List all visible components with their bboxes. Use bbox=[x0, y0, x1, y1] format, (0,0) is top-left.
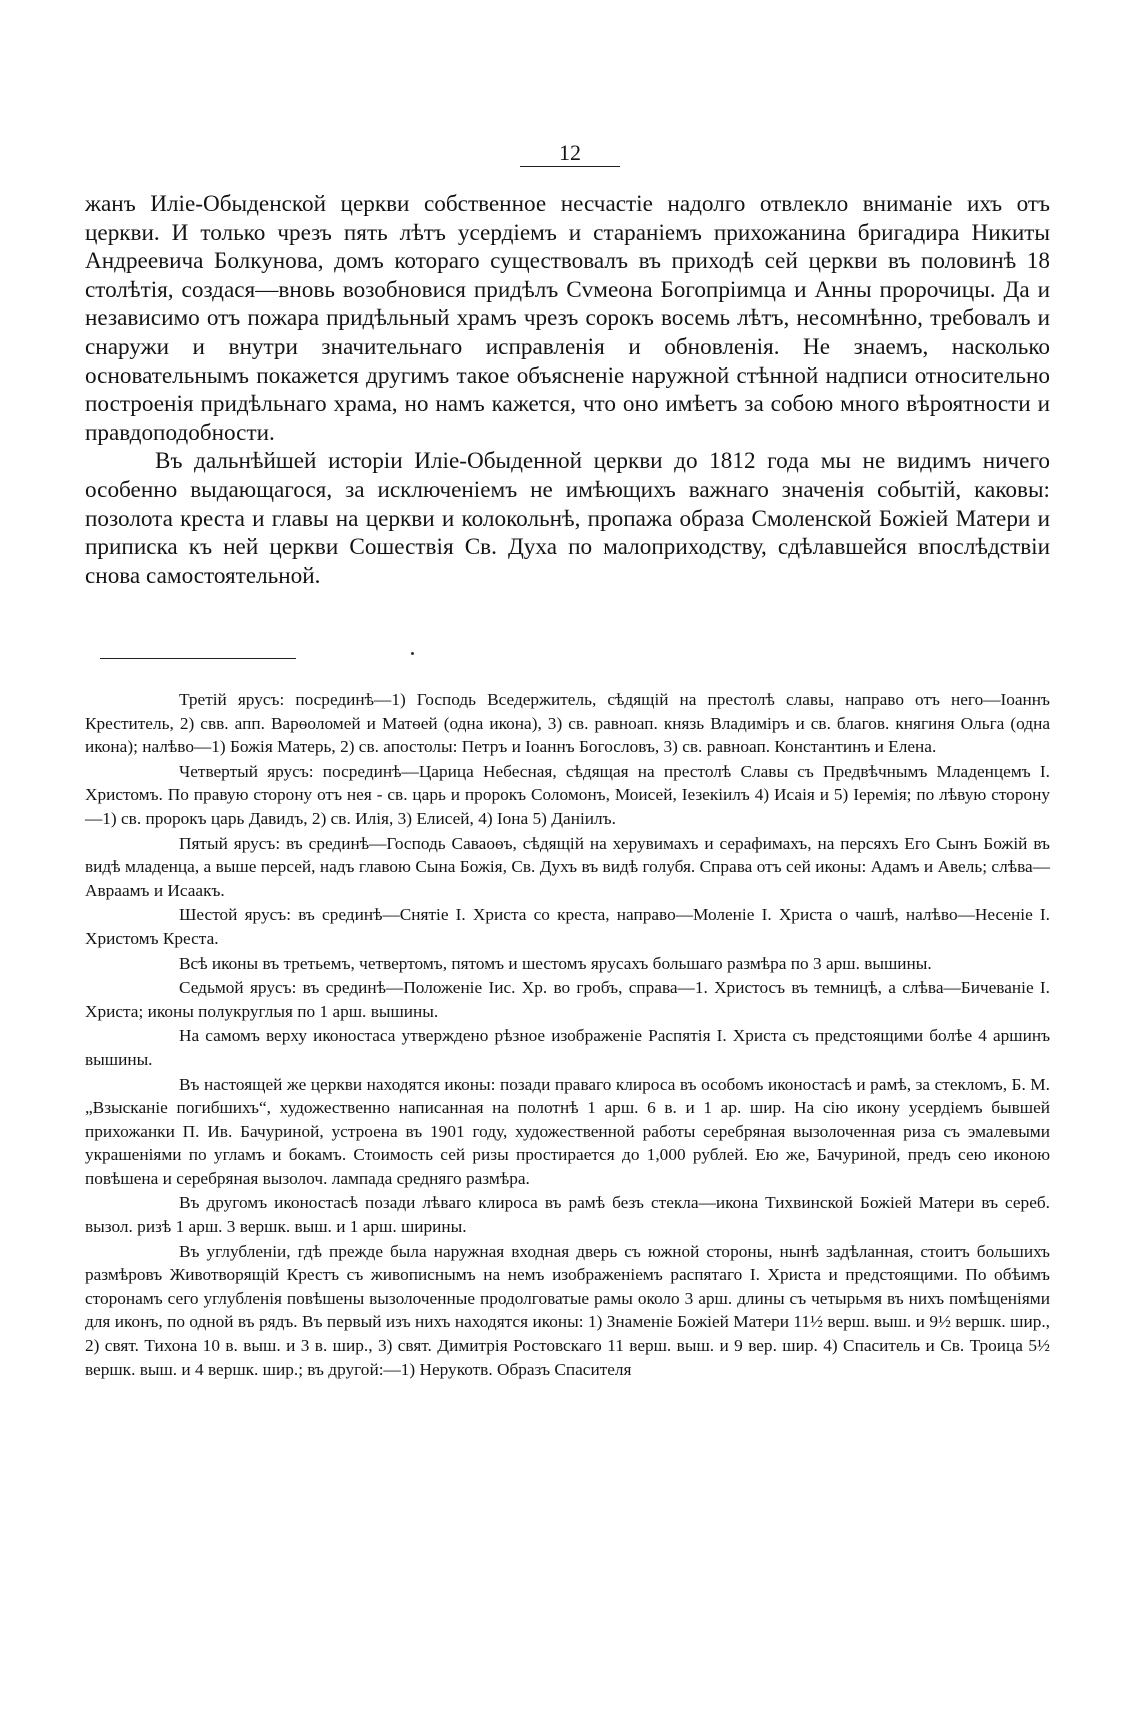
main-text bbox=[85, 190, 1050, 590]
page-number: 12 bbox=[559, 140, 581, 165]
main-paragraph-1: жанъ Иліе-Обыденской церкви собственное несчастіе надолго отвлекло вниманіе ихъ отъ церкви. И только чрезъ пять лѣтъ усердіемъ и стараніемъ прихожанина бригадира Никиты Андреевича Болкунова, домъ котораго существовалъ въ приходѣ сей церкви въ половинѣ 18 столѣтія, создася—вновь возобновися придѣлъ Сvмеона Богопріимца и Анны пророчицы. Да и независимо отъ пожара придѣльный храмъ чрезъ сорокъ восемь лѣтъ, несомнѣнно, требовалъ и снаружи и внутри значительнаго исправленія и обновленія. Не знаемъ, насколько основательнымъ покажется другимъ такое объясненіе наружной стѣнной надписи относительно построенія придѣльнаго храма, но намъ кажется, что оно имѣетъ за собою много вѣроятности и правдоподобности. bbox=[85, 191, 1050, 446]
footnotes bbox=[85, 688, 1050, 1382]
printing-speck bbox=[411, 652, 414, 655]
footnote-tier-4: Четвертый ярусъ: посрединѣ—Царица Небесная, сѣдящая на престолѣ Славы съ Предвѣчнымъ Младенцемъ І. Христомъ. По правую сторону отъ нея - св. царь и пророкъ Соломонъ, Моисей, Іезекіилъ 4) Исаія и 5) Іеремія; по лѣвую сторону—1) св. пророкъ царь Давидъ, 2) св. Илія, 3) Елисей, 4) Іона 5) Даніилъ. bbox=[85, 761, 1050, 828]
footnote-tier-6: Шестой ярусъ: въ срединѣ—Снятіе І. Христа со креста, направо—Моленіе І. Христа о чашѣ, налѣво—Несеніе І. Христомъ Креста. bbox=[85, 905, 1050, 948]
footnote-left-kliros: Въ другомъ иконостасѣ позади лѣваго клироса въ рамѣ безъ стекла—икона Тихвинской Божіей Матери въ сереб. вызол. ризѣ 1 арш. 3 вершк. выш. и 1 арш. ширины. bbox=[85, 1193, 1050, 1237]
page-number-underline bbox=[520, 166, 620, 167]
footnote-niche: Въ углубленіи, гдѣ прежде была наружная входная дверь съ южной стороны, нынѣ задѣланная, стоитъ большихъ размѣровъ Животворящій Крестъ съ живописнымъ на немъ изображеніемъ распятаго І. Христа и предстоящими. По обѣимъ сторонамъ сего углубленія повѣшены вызолоченные продолговатые рамы около 3 арш. длины съ четырьмя въ нихъ помѣщеніями для иконъ, по одной въ рядъ. Въ первый изъ нихъ находятся иконы: 1) Знаменіе Божіей Матери 11½ верш. выш. и 9½ вершк. шир., 2) свят. Тихона 10 в. выш. и 3 в. шир., 3) свят. Димитрія Ростовскаго 11 верш. выш. и 9 вер. шир. 4) Спаситель и Св. Троица 5½ вершк. выш. и 4 вершк. шир.; въ другой:—1) Нерукотв. Образъ Спасителя bbox=[85, 1241, 1050, 1379]
main-paragraph-2: Въ дальнѣйшей исторіи Иліе-Обыденной церкви до 1812 года мы не видимъ ничего особенно выдающагося, за исключеніемъ не имѣющихъ важнаго значенія событій, каковы: позолота креста и главы на церкви и колокольнѣ, пропажа образа Смоленской Божіей Матери и приписка къ ней церкви Сошествія Св. Духа по малоприходству, сдѣлавшейся впослѣдствіи снова самостоятельной. bbox=[85, 448, 1050, 589]
footnote-crucifixion: На самомъ верху иконостаса утверждено рѣзное изображеніе Распятія І. Христа съ предстоящими болѣе 4 аршинъ вышины. bbox=[85, 1026, 1050, 1069]
footnote-icon-sizes: Всѣ иконы въ третьемъ, четвертомъ, пятомъ и шестомъ ярусахъ большаго размѣра по 3 арш. вышины. bbox=[179, 953, 932, 973]
footnote-tier-5: Пятый ярусъ: въ срединѣ—Господь Саваоѳъ, сѣдящій на херувимахъ и серафимахъ, на персяхъ Его Сынъ Божій въ видѣ младенца, а выше персей, надъ главою Сына Божія, Св. Духъ въ видѣ голубя. Справа отъ сей иконы: Адамъ и Авель; слѣва—Авраамъ и Исаакъ. bbox=[85, 833, 1050, 900]
footnote-tier-3: Третій ярусъ: посрединѣ—1) Господь Вседержитель, сѣдящій на престолѣ славы, направо отъ него—Іоаннъ Креститель, 2) свв. апп. Варѳоломей и Матѳей (одна икона), 3) св. равноап. князь Владиміръ и св. благов. княгиня Ольга (одна икона); налѣво—1) Божія Матерь, 2) св. апостолы: Петръ и Іоаннъ Богословъ, 3) св. равноап. Константинъ и Елена. bbox=[85, 690, 1050, 757]
footnote-separator bbox=[100, 658, 296, 659]
footnote-tier-7: Седьмой ярусъ: въ срединѣ—Положеніе Іис. Хр. во гробъ, справа—1. Христосъ въ темницѣ, а слѣва—Бичеваніе І. Христа; иконы полукруглыя по 1 арш. вышины. bbox=[85, 978, 1050, 1021]
footnote-right-kliros: Въ настоящей же церкви находятся иконы: позади праваго клироса въ особомъ иконостасѣ и рамѣ, за стекломъ, Б. М. „Взысканіе погибшихъ“, художественно написанная на полотнѣ 1 арш. 6 в. и 1 ар. шир. На сію икону усердіемъ бывшей прихожанки П. Ив. Бачуриной, устроена въ 1901 году, художественной работы серебряная вызолоченная риза съ эмалевыми украшеніями по угламъ и бокамъ. Стоимость сей ризы простирается до 1,000 рублей. Ею же, Бачуриной, предъ сею иконою повѣшена и серебряная вызолоч. лампада средняго размѣра. bbox=[85, 1074, 1050, 1188]
